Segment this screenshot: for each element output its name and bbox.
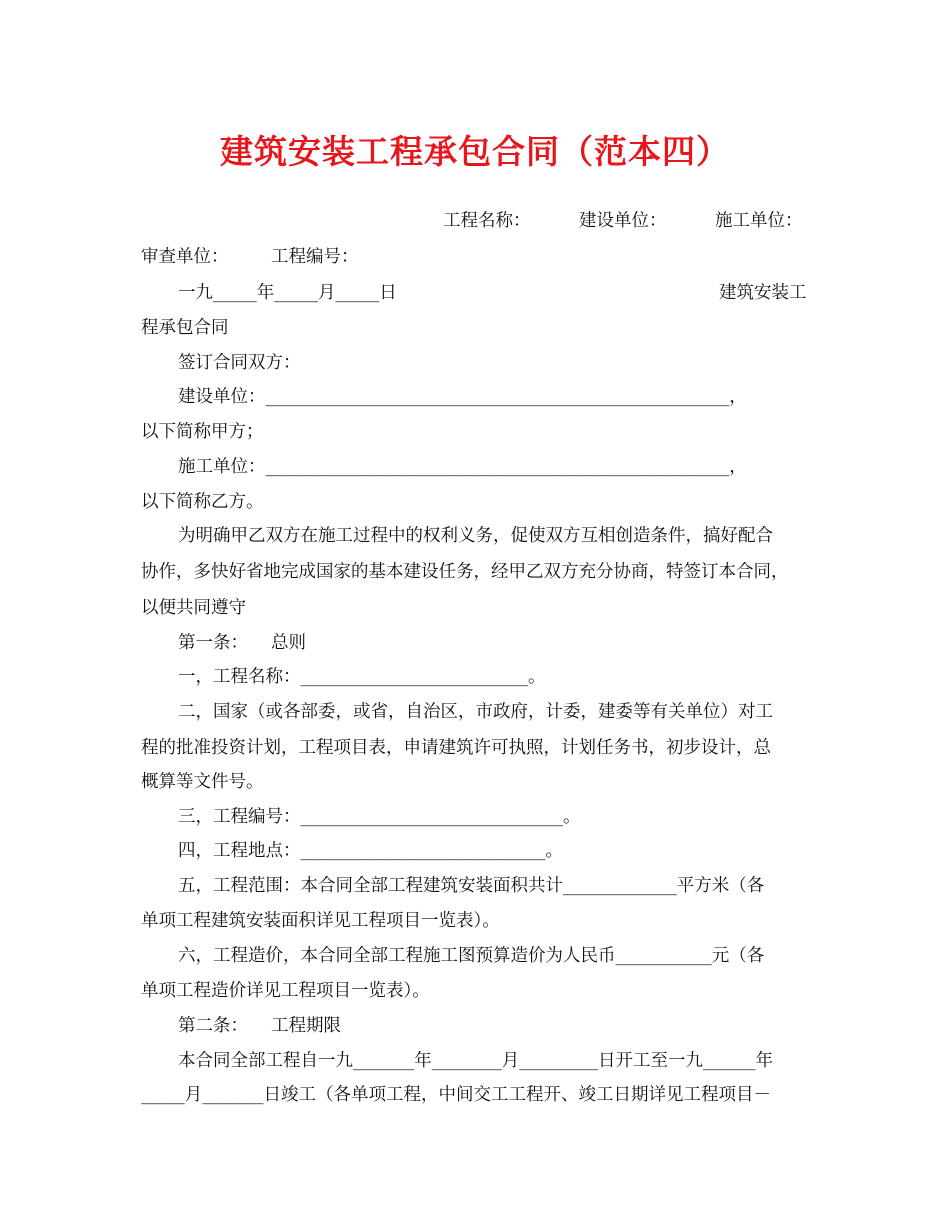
header-project-no-label: 工程编号： — [271, 247, 359, 267]
contract-name-part1: 建筑安装工 — [719, 283, 807, 303]
preamble-line-1: 为明确甲乙双方在施工过程中的权利义务，促使双方互相创造条件，搞好配合 — [178, 526, 773, 546]
article1-item6-line2: 单项工程造价详见工程项目一览表）。 — [141, 981, 430, 1001]
article1-item3: 三，工程编号：______________________________。 — [178, 807, 581, 827]
header-construction-unit-label: 建设单位： — [579, 211, 667, 231]
contract-name-part2: 程承包合同 — [141, 318, 229, 338]
header-project-name-label: 工程名称： — [443, 211, 531, 231]
party-a-note: 以下简称甲方； — [141, 422, 264, 442]
preamble-line-3: 以便共同遵守 — [141, 598, 246, 618]
article1-item4: 四，工程地点：____________________________。 — [178, 841, 563, 861]
article2-line1: 本合同全部工程自一九_______年________月_________日开工至一九______年 — [178, 1051, 773, 1071]
party-b-line: 施工单位：_____________________________________________________， — [178, 457, 747, 477]
preamble-line-2: 协作，多快好省地完成国家的基本建设任务，经甲乙双方充分协商，特签订本合同， — [141, 562, 789, 582]
article1-item1: 一，工程名称：__________________________。 — [178, 667, 546, 687]
article1-item2-line2: 程的批准投资计划，工程项目表，申请建筑许可执照，计划任务书，初步设计，总 — [141, 738, 771, 758]
article1-item5-line2: 单项工程建筑安装面积详见工程项目一览表）。 — [141, 911, 500, 931]
date-line: 一九_____年_____月_____日 — [178, 283, 397, 303]
party-b-note: 以下简称乙方。 — [141, 492, 264, 512]
article1-item6-line1: 六，工程造价，本合同全部工程施工图预算造价为人民币___________元（各 — [178, 946, 765, 966]
article1-item2-line1: 二，国家（或各部委，或省，自治区，市政府，计委，建委等有关单位）对工 — [178, 702, 773, 722]
document-title: 建筑安装工程承包合同（范本四） — [220, 132, 730, 171]
article2-line2: _____月_______日竣工（各单项工程，中间交工工程开、竣工日期详见工程项目－ — [141, 1085, 771, 1105]
party-a-line: 建设单位：_____________________________________________________， — [178, 387, 747, 407]
header-review-unit-label: 审查单位： — [141, 247, 229, 267]
article2-heading: 第二条： — [178, 1016, 248, 1036]
article1-item2-line3: 概算等文件号。 — [141, 772, 264, 792]
header-contractor-label: 施工单位： — [715, 211, 803, 231]
parties-intro: 签订合同双方： — [178, 353, 301, 373]
article1-item5-line1: 五，工程范围：本合同全部工程建筑安装面积共计_____________平方米（各 — [178, 876, 765, 896]
article2-heading-title: 工程期限 — [271, 1016, 341, 1036]
article1-heading-title: 总则 — [271, 633, 306, 653]
article1-heading: 第一条： — [178, 633, 248, 653]
